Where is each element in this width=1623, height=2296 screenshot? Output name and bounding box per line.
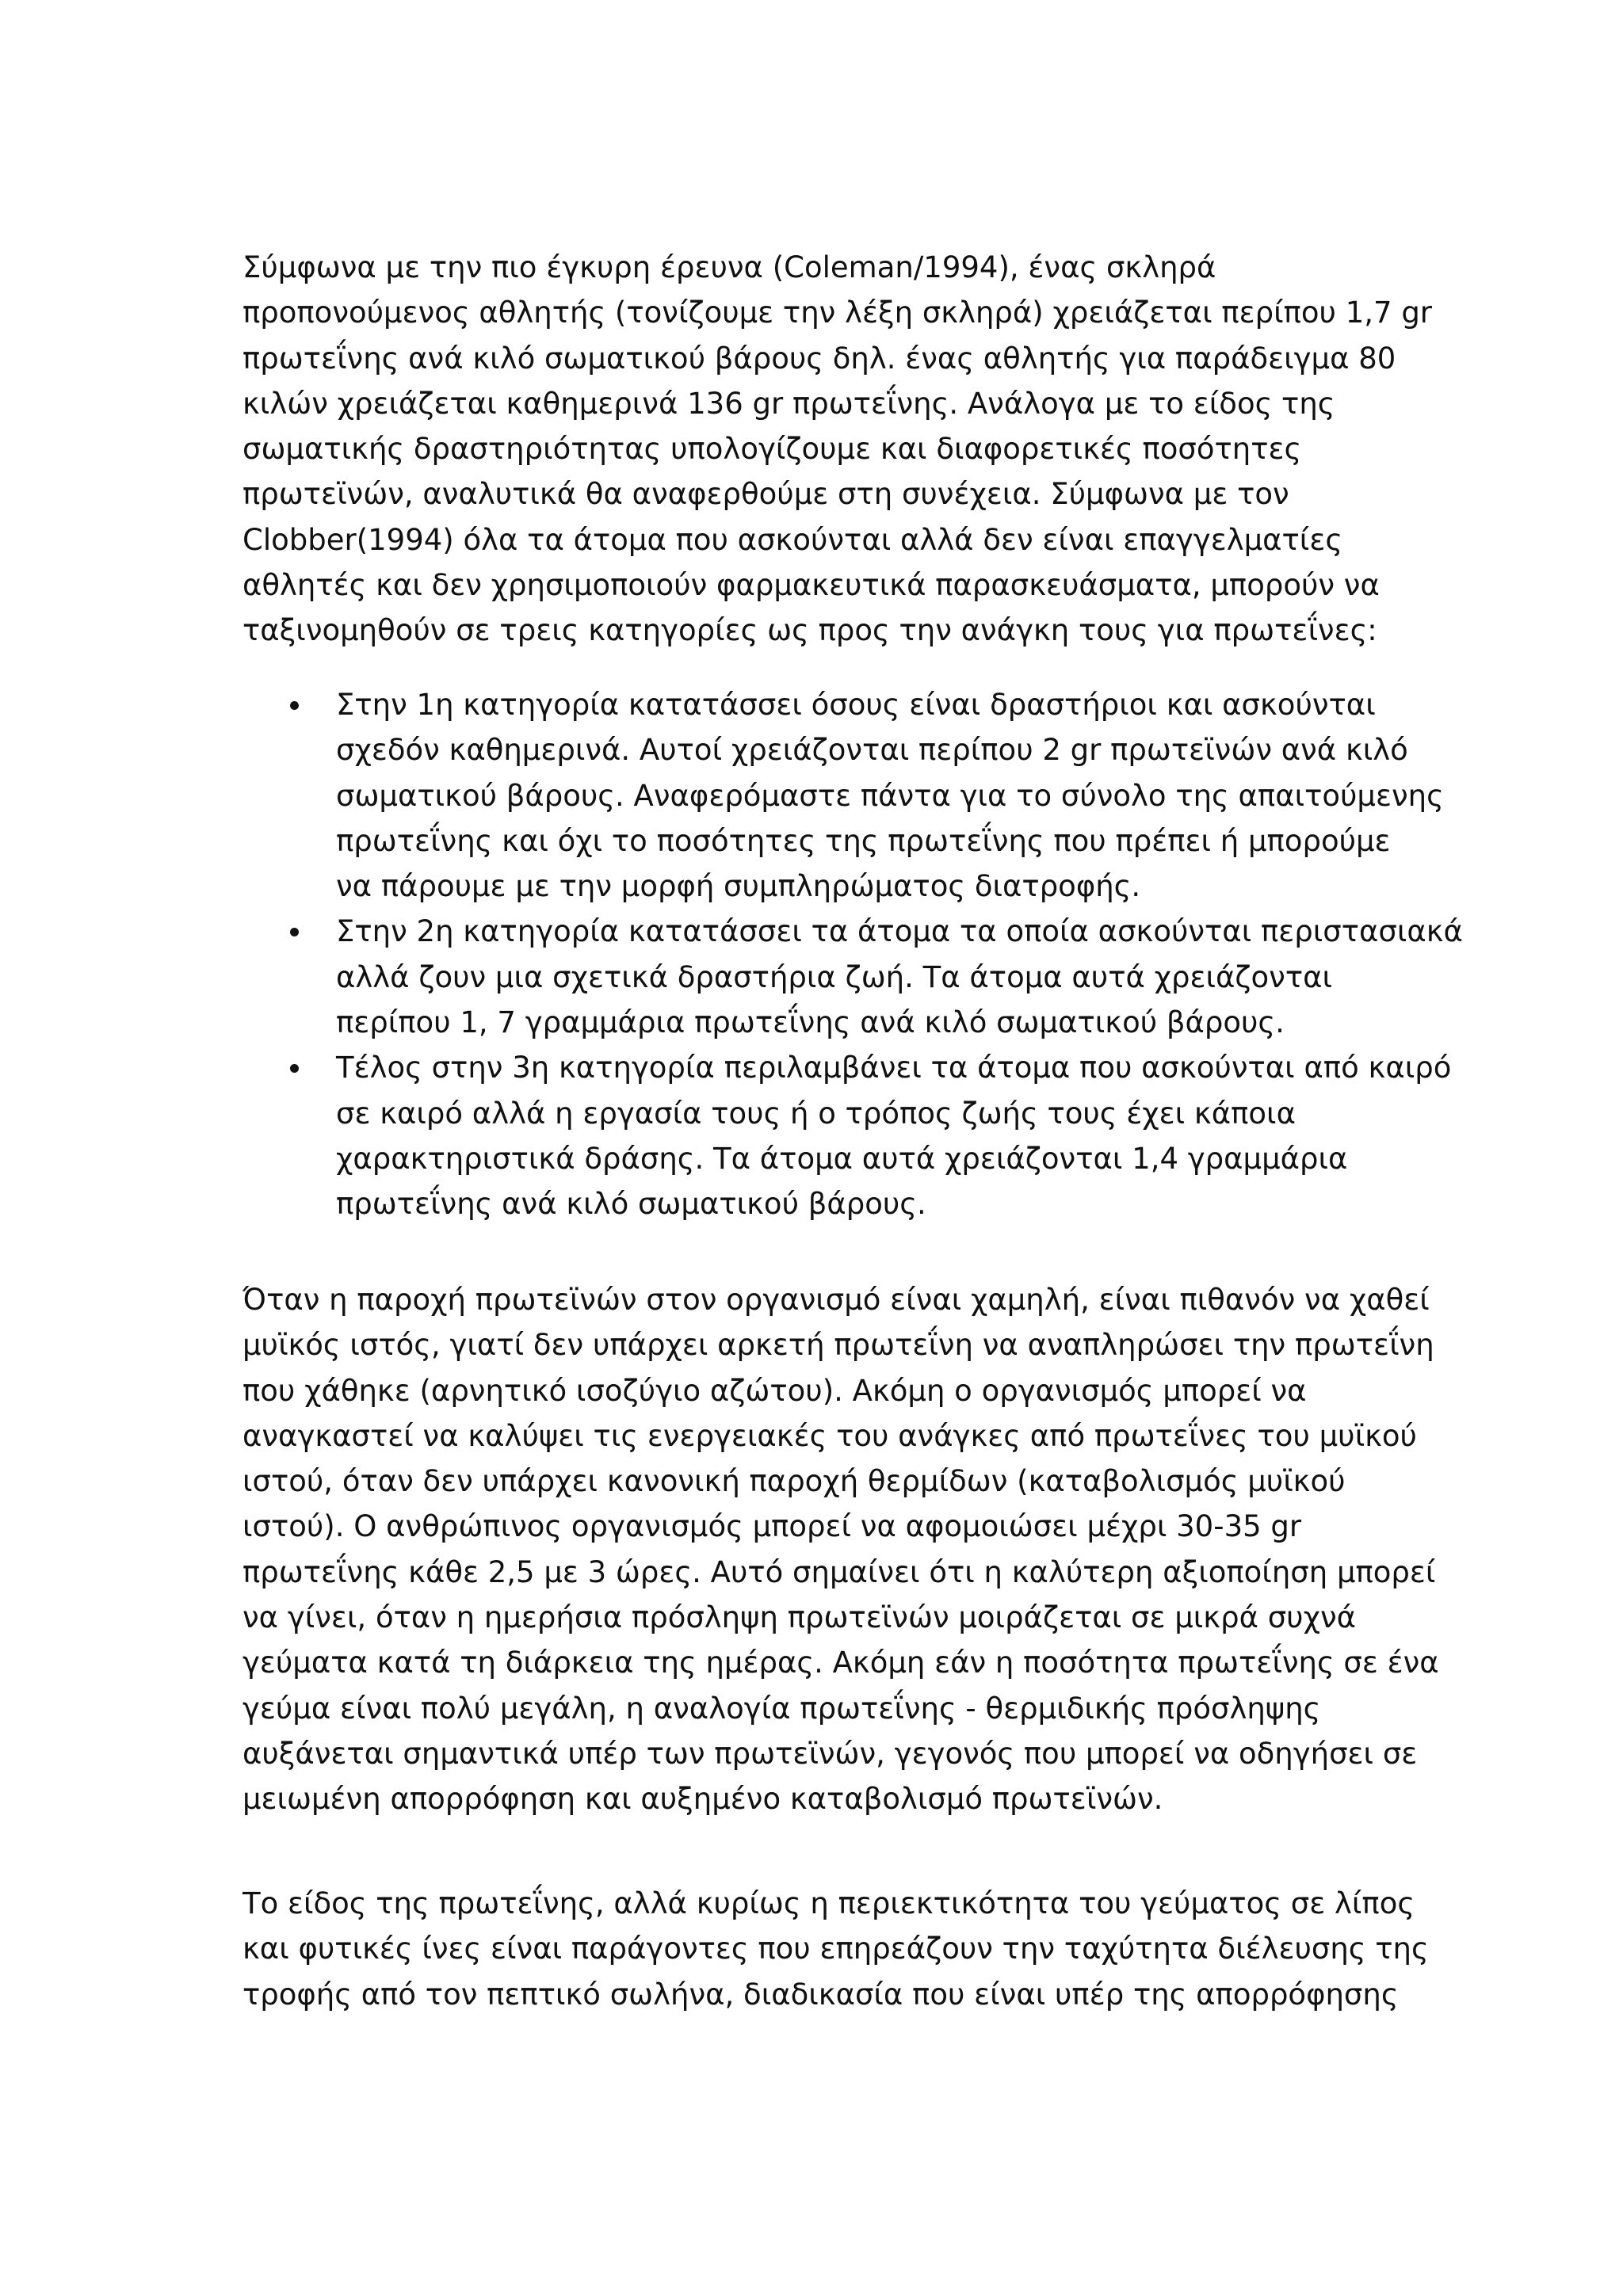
- text-line: και φυτικές ίνες είναι παράγοντες που επηρεάζουν την ταχύτητα διέλευσης της: [242, 1932, 1429, 1966]
- text-line: Όταν η παροχή πρωτεϊνών στον οργανισμό είναι χαμηλή, είναι πιθανόν να χαθεί: [242, 1283, 1430, 1317]
- text-line: σε καιρό αλλά η εργασία τους ή ο τρόπος ζωής τους έχει κάποια: [336, 1096, 1296, 1131]
- text-line: μυϊκός ιστός, γιατί δεν υπάρχει αρκετή πρωτεΐνη να αναπληρώσει την πρωτεΐνη: [242, 1328, 1434, 1363]
- category-bullet-list: [242, 682, 1463, 1227]
- bullet-item-category-2: [242, 909, 1463, 1045]
- bullet-item-category-3: [242, 1045, 1452, 1226]
- text-line: ιστού). Ο ανθρώπινος οργανισμός μπορεί να αφομοιώσει μέχρι 30-35 gr: [242, 1509, 1302, 1544]
- text-line: περίπου 1, 7 γραμμάρια πρωτεΐνης ανά κιλό σωματικού βάρους.: [336, 1005, 1285, 1040]
- text-line: που χάθηκε (αρνητικό ισοζύγιο αζώτου). Ακόμη ο οργανισμός μπορεί να: [242, 1373, 1307, 1408]
- text-line: γεύματα κατά τη διάρκεια της ημέρας. Ακόμη εάν η ποσότητα πρωτεΐνης σε ένα: [242, 1646, 1439, 1680]
- text-line: Clobber(1994) όλα τα άτομα που ασκούνται αλλά δεν είναι επαγγελματίες: [242, 522, 1343, 557]
- text-line: ιστού, όταν δεν υπάρχει κανονική παροχή θερμίδων (καταβολισμός μυϊκού: [242, 1464, 1346, 1499]
- text-line: πρωτεΐνης ανά κιλό σωματικού βάρους.: [336, 1187, 926, 1222]
- text-line: πρωτεΐνης κάθε 2,5 με 3 ώρες. Αυτό σημαίνει ότι η καλύτερη αξιοποίηση μπορεί: [242, 1554, 1436, 1589]
- text-line: Τέλος στην 3η κατηγορία περιλαμβάνει τα άτομα που ασκούνται από καιρό: [336, 1051, 1452, 1085]
- paragraph-protein-digestion: [242, 1881, 1429, 2017]
- text-line: αναγκαστεί να καλύψει τις ενεργειακές του ανάγκες από πρωτεΐνες του μυϊκού: [242, 1418, 1417, 1453]
- text-line: να πάρουμε με την μορφή συμπληρώματος διατροφής.: [336, 869, 1141, 904]
- text-line: Στην 1η κατηγορία κατατάσσει όσους είναι δραστήριοι και ασκούνται: [336, 688, 1376, 722]
- text-line: μειωμένη απορρόφηση και αυξημένο καταβολισμό πρωτεϊνών.: [242, 1782, 1163, 1817]
- text-line: αλλά ζουν μια σχετικά δραστήρια ζωή. Τα άτομα αυτά χρειάζονται: [336, 959, 1333, 994]
- text-line: τροφής από τον πεπτικό σωλήνα, διαδικασία που είναι υπέρ της απορρόφησης: [242, 1977, 1399, 2012]
- text-line: ταξινομηθούν σε τρεις κατηγορίες ως προς την ανάγκη τους για πρωτεΐνες:: [242, 613, 1377, 648]
- text-line: σωματικού βάρους. Αναφερόμαστε πάντα για το σύνολο της απαιτούμενης: [336, 778, 1444, 813]
- text-line: σωματικής δραστηριότητας υπολογίζουμε και διαφορετικές ποσότητες: [242, 432, 1302, 467]
- text-line: προπονούμενος αθλητής (τονίζουμε την λέξη σκληρά) χρειάζεται περίπου 1,7 gr: [242, 296, 1433, 330]
- text-line: Στην 2η κατηγορία κατατάσσει τα άτομα τα οποία ασκούνται περιστασιακά: [336, 914, 1463, 949]
- text-line: σχεδόν καθημερινά. Αυτοί χρειάζονται περίπου 2 gr πρωτεϊνών ανά κιλό: [336, 733, 1408, 768]
- text-line: γεύμα είναι πολύ μεγάλη, η αναλογία πρωτεΐνης - θερμιδικής πρόσληψης: [242, 1691, 1321, 1726]
- text-line: Το είδος της πρωτεΐνης, αλλά κυρίως η περιεκτικότητα του γεύματος σε λίπος: [242, 1886, 1415, 1920]
- paragraph-protein-requirements: [242, 245, 1433, 654]
- text-line: πρωτεΐνης και όχι το ποσότητες της πρωτεΐνης που πρέπει ή μπορούμε: [336, 823, 1391, 858]
- bullet-icon: [290, 1064, 299, 1073]
- bullet-item-category-1: [242, 682, 1444, 909]
- text-line: κιλών χρειάζεται καθημερινά 136 gr πρωτεΐνης. Ανάλογα με το είδος της: [242, 386, 1335, 421]
- text-line: αυξάνεται σημαντικά υπέρ των πρωτεϊνών, γεγονός που μπορεί να οδηγήσει σε: [242, 1736, 1418, 1771]
- bullet-icon: [290, 928, 299, 936]
- text-line: αθλητές και δεν χρησιμοποιούν φαρμακευτικά παρασκευάσματα, μπορούν να: [242, 568, 1380, 603]
- text-line: Σύμφωνα με την πιο έγκυρη έρευνα (Coleman/1994), ένας σκληρά: [242, 250, 1216, 284]
- text-line: να γίνει, όταν η ημερήσια πρόσληψη πρωτεϊνών μοιράζεται σε μικρά συχνά: [242, 1600, 1357, 1635]
- paragraph-low-protein-effects: [242, 1277, 1439, 1822]
- text-line: πρωτεΐνης ανά κιλό σωματικού βάρους δηλ. ένας αθλητής για παράδειγμα 80: [242, 341, 1396, 376]
- bullet-icon: [290, 701, 299, 710]
- text-line: πρωτεϊνών, αναλυτικά θα αναφερθούμε στη συνέχεια. Σύμφωνα με τον: [242, 477, 1289, 512]
- text-line: χαρακτηριστικά δράσης. Τα άτομα αυτά χρειάζονται 1,4 γραμμάρια: [336, 1141, 1348, 1176]
